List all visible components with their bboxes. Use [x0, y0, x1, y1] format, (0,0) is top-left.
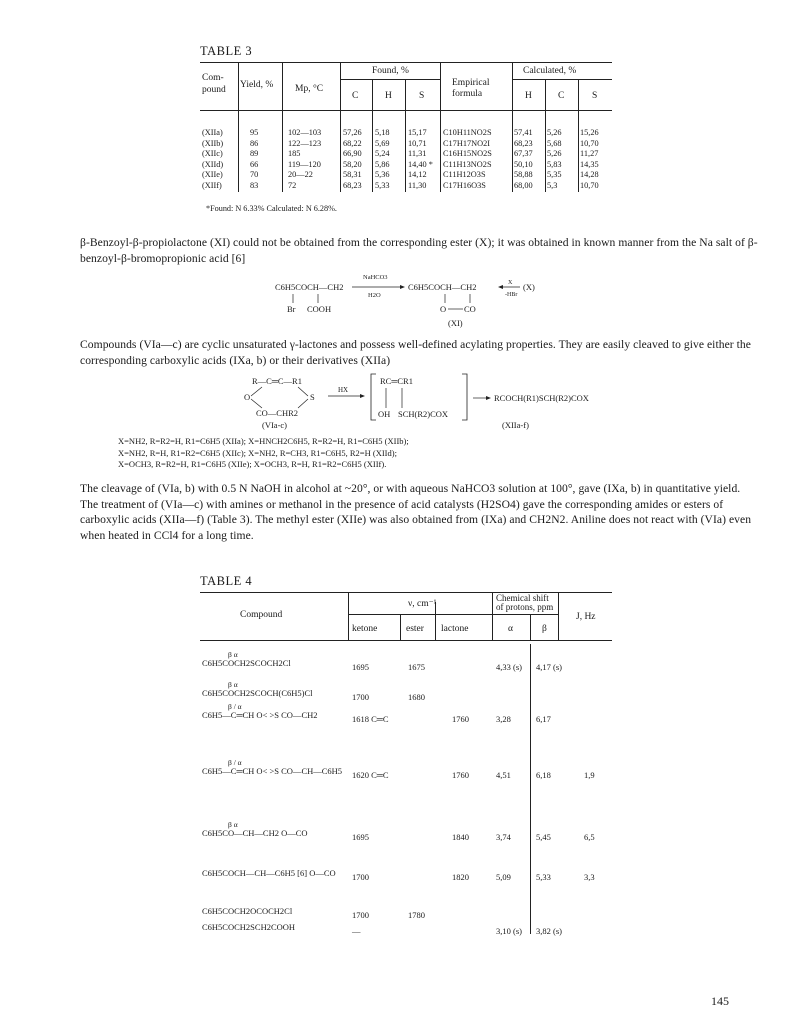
s2-r1: R—C═C—R1	[252, 376, 302, 386]
s2-o: O	[244, 392, 251, 402]
t3-cell-calc_h: 68,23	[514, 138, 533, 148]
t3-cell-calc_c: 5,68	[547, 138, 562, 148]
t4-cell-compound: C6H5—C═CH O< >S CO—CH2	[202, 710, 318, 720]
t3-cell-calc_h: 58,88	[514, 170, 533, 179]
t3-cell-compound: (XIIf)	[202, 180, 222, 190]
t3-cell-calc_h: 67,37	[514, 149, 533, 158]
t4-cell-compound: C6H5—C═CH O< >S CO—CH—C6H5	[202, 766, 343, 776]
t3-cell-formula: C11H12O3S	[443, 170, 486, 179]
t3-cell-h: 5,69	[375, 138, 390, 148]
conditions-line: X=NH2, R=H, R1=R2=C6H5 (XIIc); X=NH2, R=CH3, R1=C6H5, R2=H (XIId);	[118, 447, 397, 458]
s2-product: RCOCH(R1)SCH(R2)COX	[494, 393, 589, 403]
t3-found-col-c: C	[352, 91, 359, 101]
s1-product-label: (XI)	[448, 318, 463, 328]
t3-cell-calc_s: 15,26	[580, 128, 599, 137]
t4-cell-ketone: —	[352, 926, 361, 936]
t4-cell-ketone: 1700	[352, 910, 369, 920]
t4-header-j: J, Hz	[576, 612, 596, 622]
s2-s: S	[310, 392, 315, 402]
t4-col-beta: β	[542, 624, 547, 634]
t3-cell-h: 5,24	[375, 149, 390, 158]
t3-cell-calc_s: 14,28	[580, 170, 599, 179]
t4-cell-alpha: 5,09	[496, 872, 511, 882]
s1-reagent-bottom: H2O	[368, 292, 381, 299]
t3-cell-mp: 185	[288, 149, 301, 158]
t3-cell-mp: 102—103	[288, 128, 322, 137]
t3-cell-formula: C17H17NO2I	[443, 138, 491, 148]
t3-cell-h: 5,18	[375, 128, 390, 137]
t4-cell-lactone: 1820	[452, 872, 469, 882]
t4-cell-beta: 4,17 (s)	[536, 662, 562, 672]
s2-bracket-top: RC═CR1	[380, 376, 413, 386]
t3-cell-calc_h: 68,00	[514, 180, 533, 190]
t4-cell-compound: C6H5COCH2SCOCH(C6H5)Cl	[202, 688, 313, 698]
s1-left-top: C6H5COCH—CH2	[275, 282, 344, 292]
s1-arrow-x: X	[508, 280, 513, 286]
table4	[200, 592, 612, 942]
t3-cell-s: 14,40 *	[408, 159, 433, 169]
t3-found-col-s: S	[419, 91, 425, 101]
t4-cell-lactone: 1760	[452, 770, 469, 780]
s2-bracket-oh: OH	[378, 409, 391, 419]
t3-cell-yield: 89	[250, 149, 259, 158]
t4-cell-j: 1,9	[584, 770, 595, 780]
t3-cell-mp: 122—123	[288, 138, 322, 148]
t3-cell-c: 58,31	[343, 170, 362, 179]
t3-cell-formula: C17H16O3S	[443, 180, 486, 190]
t3-cell-calc_s: 10,70	[580, 180, 599, 190]
t4-cell-alpha: 4,51	[496, 770, 511, 780]
s1-reagent-top: NaHCO3	[363, 274, 388, 281]
s1-left-br: Br	[287, 304, 296, 314]
t4-cell-ketone: 1620 C═C	[352, 770, 389, 780]
t4-header-nu: ν, cm⁻¹	[408, 599, 437, 609]
t3-calc-col-s: S	[592, 91, 598, 101]
t4-cell-ester: 1675	[408, 662, 425, 672]
t3-cell-h: 5,36	[375, 170, 390, 179]
t4-cell-alpha: 3,28	[496, 714, 511, 724]
s1-arrow-hbr: -HBr	[505, 292, 518, 298]
s2-bracket-s: SCH(R2)COX	[398, 409, 449, 419]
t3-cell-s: 11,30	[408, 180, 427, 190]
t3-header-found: Found, %	[372, 66, 409, 76]
t3-cell-calc_c: 5,26	[547, 128, 562, 137]
t3-cell-calc_s: 11,27	[580, 149, 599, 158]
t3-cell-compound: (XIIb)	[202, 138, 224, 148]
t3-cell-calc_h: 50,10	[514, 159, 533, 169]
s1-ester-label: (X)	[523, 282, 535, 292]
s2-label-xii: (XIIa-f)	[502, 420, 529, 430]
t4-greek-labels: β α	[228, 680, 238, 689]
t4-cell-j: 3,3	[584, 872, 595, 882]
t4-header-compound: Compound	[240, 610, 283, 620]
t4-cell-compound: C6H5COCH2SCH2COOH	[202, 922, 296, 932]
t4-greek-labels: β α	[228, 820, 238, 829]
table3	[200, 62, 612, 197]
t3-cell-compound: (XIIe)	[202, 170, 223, 179]
t3-cell-s: 10,71	[408, 138, 427, 148]
paragraph-1: β-Benzoyl-β-propiolactone (XI) could not be obtained from the corresponding ester (X); it was obtained in known manner from the Na salt of β-benzoyl-β-bromopropionic acid [6]	[80, 236, 758, 265]
t3-cell-s: 11,31	[408, 149, 427, 158]
t4-greek-labels: β / α	[228, 702, 242, 711]
t3-cell-c: 58,20	[343, 159, 362, 169]
t3-cell-compound: (XIIc)	[202, 149, 223, 158]
t4-col-ester: ester	[406, 624, 424, 634]
t4-cell-compound: C6H5CO—CH—CH2 O—CO	[202, 828, 308, 838]
t4-cell-ketone: 1700	[352, 692, 369, 702]
s1-right-o: O	[440, 304, 447, 314]
t4-greek-labels: β / α	[228, 758, 242, 767]
t3-cell-mp: 72	[288, 180, 297, 190]
t3-cell-h: 5,33	[375, 180, 390, 190]
t3-header-mp: Mp, °C	[295, 84, 324, 94]
t4-cell-alpha: 3,74	[496, 832, 511, 842]
t3-cell-calc_c: 5,26	[547, 149, 562, 158]
t3-header-empirical: Empirical formula	[452, 78, 490, 99]
t4-cell-ester: 1780	[408, 910, 425, 920]
t4-header-shift: Chemical shift of protons, ppm	[496, 593, 554, 612]
t4-cell-compound: C6H5COCH2OCOCH2Cl	[202, 906, 293, 916]
t4-cell-ketone: 1700	[352, 872, 369, 882]
t3-cell-formula: C16H15NO2S	[443, 149, 492, 158]
t4-col-lactone: lactone	[441, 624, 469, 634]
t4-cell-compound: C6H5COCH2SCOCH2Cl	[202, 658, 291, 668]
t4-cell-lactone: 1760	[452, 714, 469, 724]
t4-cell-beta: 5,33	[536, 872, 551, 882]
t3-cell-c: 68,22	[343, 138, 362, 148]
s2-co: CO—CHR2	[256, 408, 299, 418]
t4-cell-beta: 6,17	[536, 714, 551, 724]
s1-right-co: CO	[464, 304, 476, 314]
t3-header-compound: Com-pound	[202, 73, 226, 95]
s1-left-cooh: COOH	[307, 304, 332, 314]
t3-header-calculated: Calculated, %	[523, 66, 577, 76]
t3-cell-calc_c: 5,83	[547, 159, 562, 169]
t4-cell-alpha: 3,10 (s)	[496, 926, 522, 936]
table3-caption: TABLE 3	[200, 44, 253, 58]
t3-cell-s: 15,17	[408, 128, 427, 137]
t4-cell-ketone: 1618 C═C	[352, 714, 389, 724]
t3-cell-h: 5,86	[375, 159, 390, 169]
s1-right-top: C6H5COCH—CH2	[408, 282, 477, 292]
t3-cell-c: 68,23	[343, 180, 362, 190]
t3-cell-yield: 70	[250, 170, 259, 179]
paragraph-3: The cleavage of (VIa, b) with 0.5 N NaOH in alcohol at ~20°, or with aqueous NaHCO3 solution at 100°, gave (IXa, b) in quantitative yield. The treatment of (VIa—c) with amines or methanol in the presence of acid catalysts (H2SO4) gave the corresponding amides or esters of carboxylic acids (XIIa—f) (Table 3). The methyl ester (XIIe) was also obtained from (IXa) and CH2N2. Aniline does not react with (VIa) even when heated in CCl4 for a long time.	[80, 482, 752, 542]
t3-cell-calc_h: 57,41	[514, 128, 533, 137]
page-number: 145	[711, 994, 729, 1008]
t3-cell-c: 66,90	[343, 149, 362, 158]
conditions-line: X=OCH3, R=R2=H, R1=C6H5 (XIIe); X=OCH3, R=H, R1=R2=C6H5 (XIIf).	[118, 459, 387, 469]
t3-cell-yield: 95	[250, 128, 259, 137]
t3-header-yield: Yield, %	[240, 80, 274, 90]
conditions	[118, 436, 718, 471]
table4-caption: TABLE 4	[200, 574, 253, 588]
t3-cell-c: 57,26	[343, 128, 362, 137]
t3-cell-calc_c: 5,35	[547, 170, 562, 179]
t3-cell-yield: 86	[250, 138, 259, 148]
t3-found-col-h: H	[385, 91, 392, 101]
t4-cell-beta: 3,82 (s)	[536, 926, 562, 936]
t4-col-ketone: ketone	[352, 624, 378, 634]
t3-cell-yield: 66	[250, 159, 259, 169]
t4-cell-alpha: 4,33 (s)	[496, 662, 522, 672]
t4-cell-beta: 6,18	[536, 770, 551, 780]
t3-cell-formula: C10H11NO2S	[443, 128, 492, 137]
t3-cell-yield: 83	[250, 180, 259, 190]
t3-calc-col-h: H	[525, 91, 532, 101]
paragraph-2: Compounds (VIa—c) are cyclic unsaturated γ-lactones and possess well-defined acylating properties. They are easily cleaved to give either the corresponding carboxylic acids (IXa, b) or their derivatives (XIIa)	[80, 338, 751, 367]
conditions-line: X=NH2, R=R2=H, R1=C6H5 (XIIa); X=HNCH2C6H5, R=R2=H, R1=C6H5 (XIIb);	[118, 436, 409, 446]
t4-cell-ester: 1680	[408, 692, 425, 702]
t3-cell-mp: 119—120	[288, 159, 321, 169]
t3-cell-calc_c: 5,3	[547, 180, 558, 190]
t3-cell-mp: 20—22	[288, 170, 313, 179]
t4-col-alpha: α	[508, 624, 513, 634]
t4-cell-ketone: 1695	[352, 662, 369, 672]
t4-cell-beta: 5,45	[536, 832, 551, 842]
table3-footnote: *Found: N 6.33% Calculated: N 6.28%.	[206, 204, 337, 213]
t4-cell-j: 6,5	[584, 832, 595, 842]
scheme-1	[260, 270, 560, 332]
t3-cell-compound: (XIIa)	[202, 128, 223, 137]
scheme-2	[240, 372, 610, 434]
t4-greek-labels: β α	[228, 650, 238, 659]
t3-cell-calc_s: 10,70	[580, 138, 599, 148]
t3-cell-compound: (XIId)	[202, 159, 224, 169]
s2-hx: HX	[338, 386, 349, 394]
t4-cell-compound: C6H5COCH—CH—C6H5 [6] O—CO	[202, 868, 336, 878]
t4-cell-ketone: 1695	[352, 832, 369, 842]
t3-cell-calc_s: 14,35	[580, 159, 599, 169]
t3-cell-s: 14,12	[408, 170, 427, 179]
t3-calc-col-c: C	[558, 91, 565, 101]
t3-cell-formula: C11H13NO2S	[443, 159, 492, 169]
s2-label-via: (VIa-c)	[262, 420, 288, 430]
t4-cell-lactone: 1840	[452, 832, 469, 842]
